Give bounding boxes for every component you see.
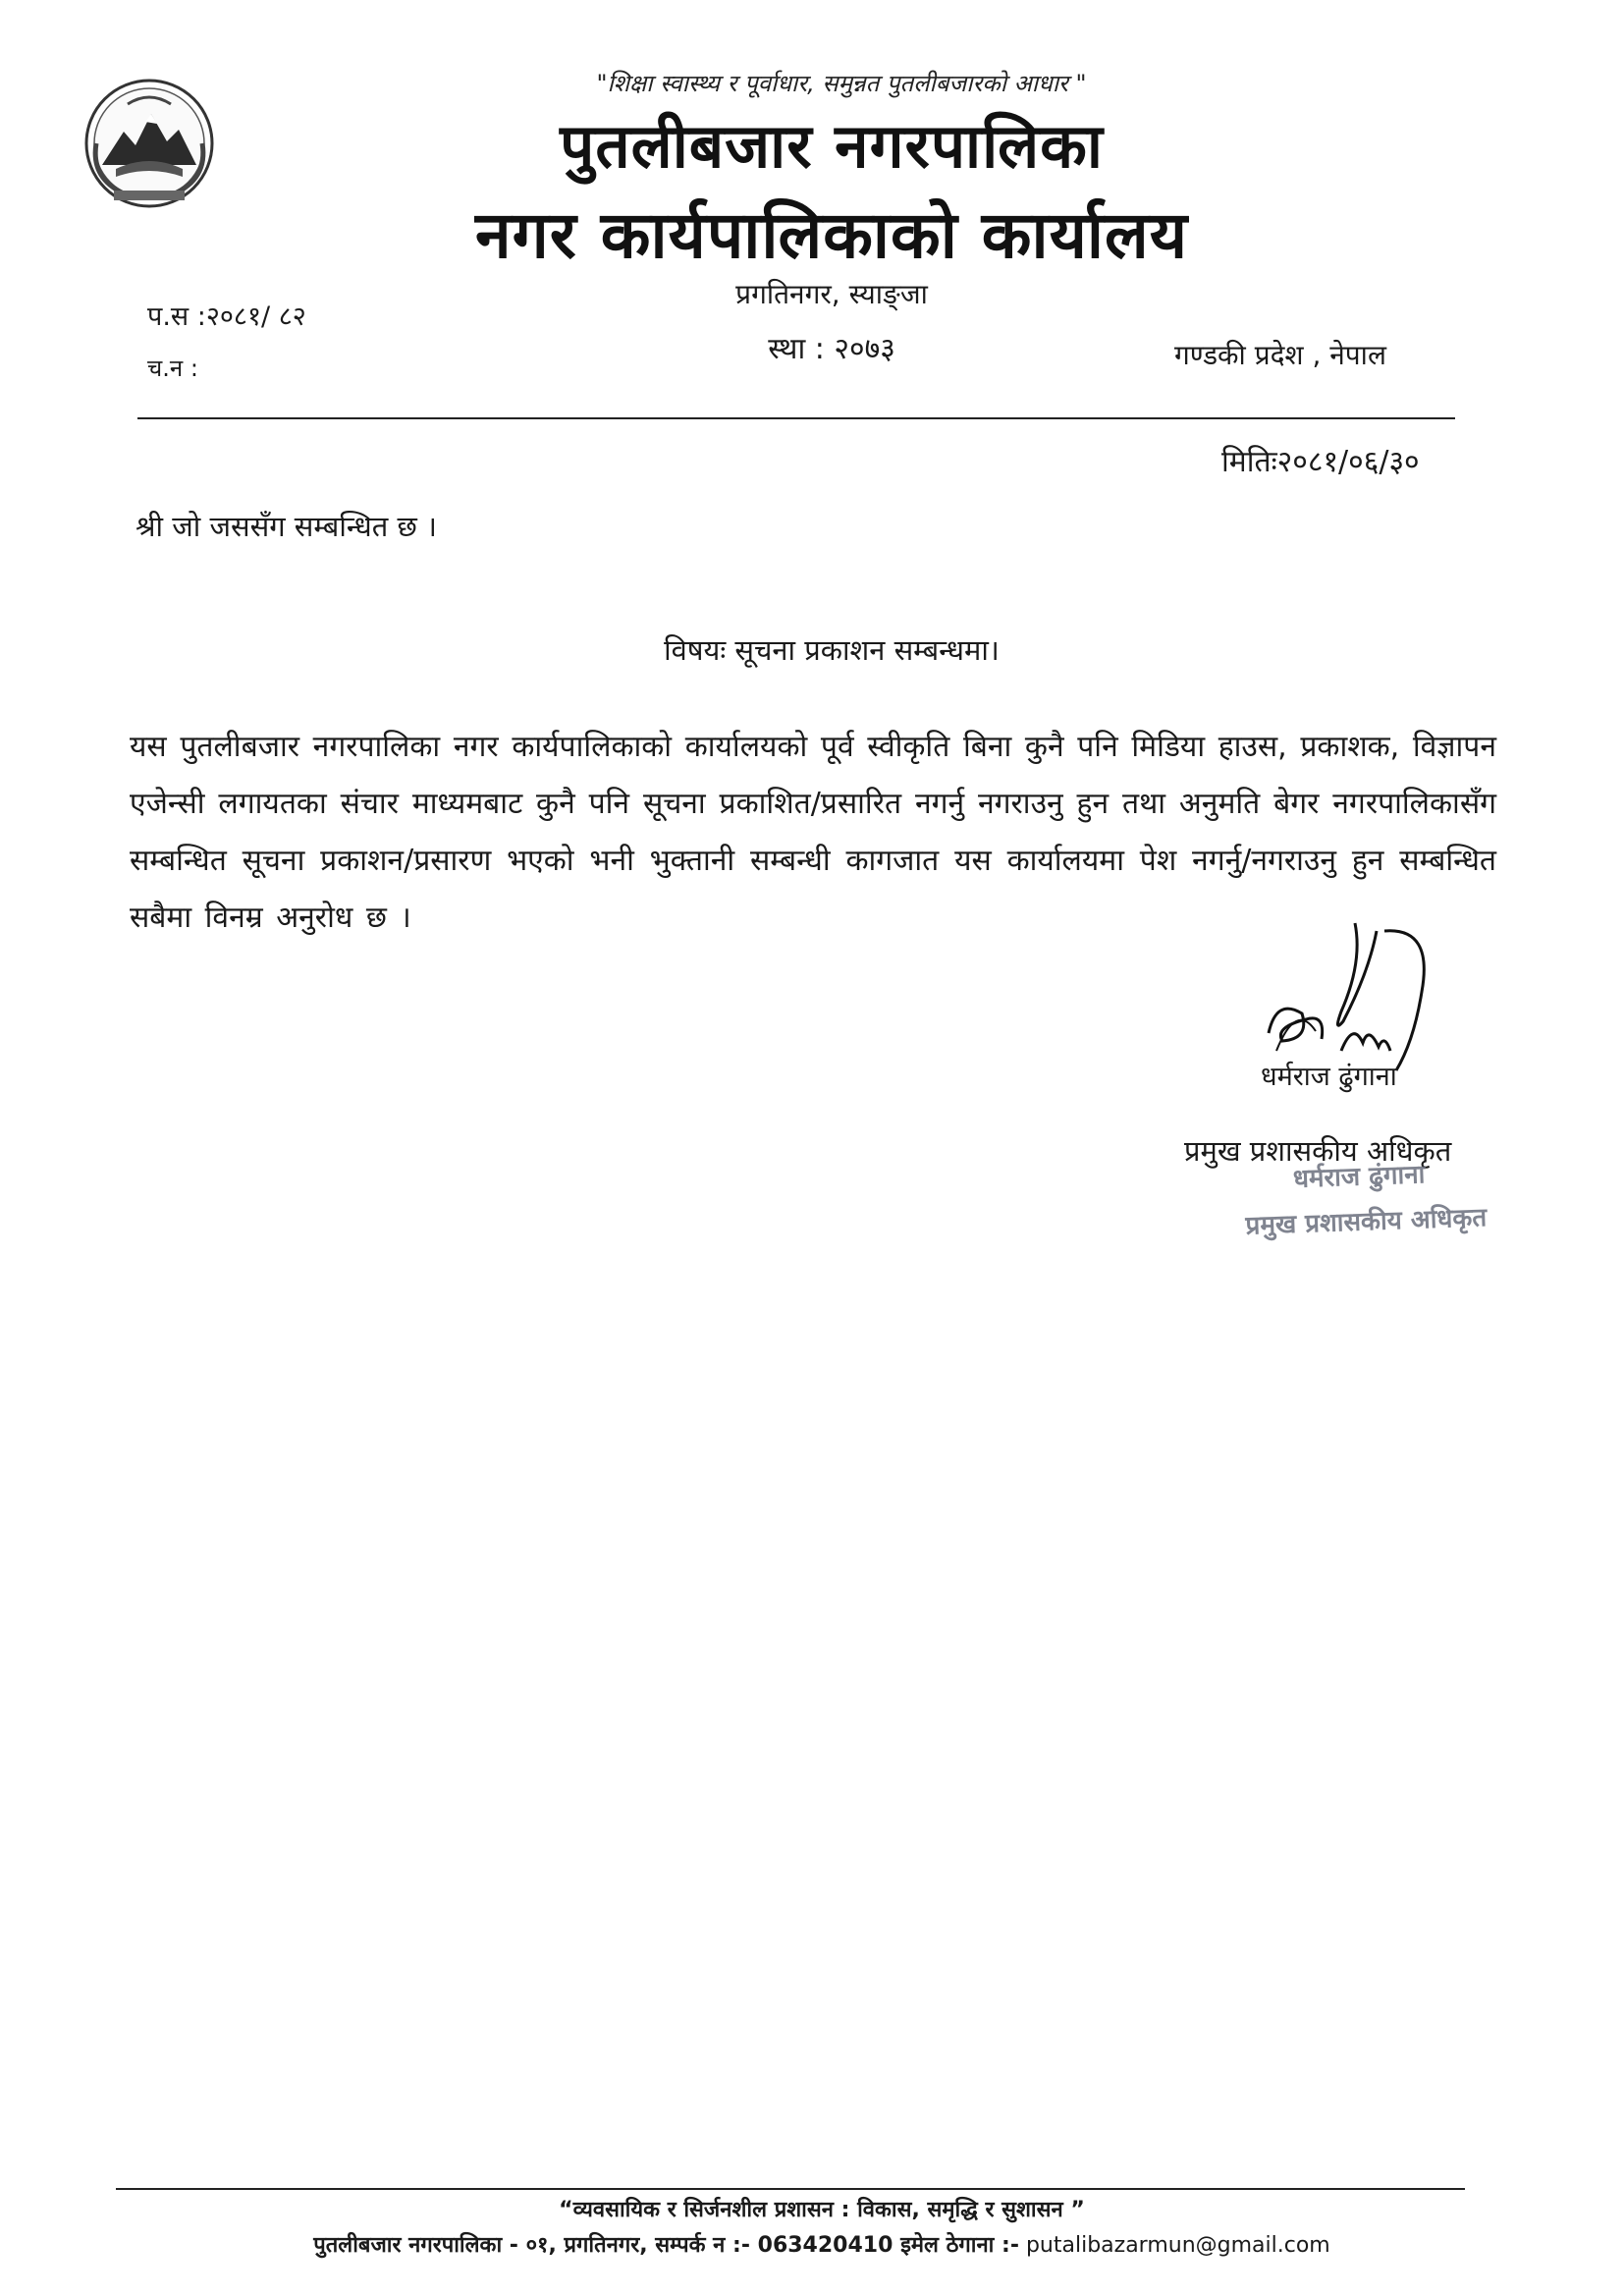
footer-divider [116,2188,1465,2190]
footer-email: putalibazarmun@gmail.com [1025,2233,1330,2258]
stamp-designation: प्रमुख प्रशासकीय अधिकृत [1245,1203,1488,1241]
dispatch-number: च.न : [147,355,198,382]
footer-slogan: “व्यवसायिक र सिर्जनशील प्रशासन : विकास, समृद्धि र सुशासन ” [559,2198,1085,2222]
footer-contact [0,2229,1624,2259]
municipality-name: पुतलीबजार नगरपालिका [560,110,1104,182]
letter-recipient: श्री जो जससँग सम्बन्धित छ । [135,510,438,543]
stamp-name: धर्मराज ढुंगाना [1292,1160,1426,1194]
signer-designation: प्रमुख प्रशासकीय अधिकृत [1184,1134,1452,1168]
letter-subject: विषयः सूचना प्रकाशन सम्बन्धमा। [664,633,1000,667]
letter-body: यस पुतलीबजार नगरपालिका नगर कार्यपालिकाको कार्यालयको पूर्व स्वीकृति बिना कुनै पनि मिडिया हाउस, प्रकाशक, विज्ञापन एजेन्सी लगायतका संचार माध्यमबाट कुनै पनि सूचना प्रकाशित/प्रसारित नगर्नु नगराउनु हुन तथा अनुमति बेगर नगरपालिकासँग सम्बन्धित सूचना प्रकाशन/प्रसारण भएको भनी भुक्तानी सम्बन्धी कागजात यस कार्यालयमा पेश नगर्नु/नगराउनु हुन सम्बन्धित सबैमा विनम्र अनुरोध छ । [130,730,1496,935]
province-label: गण्डकी प्रदेश , नेपाल [1174,339,1386,371]
established-year: स्था : २०७३ [768,332,895,366]
official-stamp [1243,1152,1511,1259]
office-name: नगर कार्यपालिकाको कार्यालय [475,197,1188,273]
signer-name: धर्मराज ढुंगाना [1261,1062,1397,1092]
office-address: प्रगतिनगर, स्याङ्जा [735,278,928,310]
reference-number: प.स :२०८१/ ८२ [147,301,306,332]
municipality-motto: "शिक्षा स्वास्थ्य र पूर्वाधार, समुन्नत पुतलीबजारको आधार " [596,70,1087,97]
header-divider [137,417,1455,419]
letter-date: मितिः२०८१/०६/३० [1221,445,1420,479]
footer-contact-text: पुतलीबजार नगरपालिका - ०१, प्रगतिनगर, सम्पर्क न :- 063420410 इमेल ठेगाना :- [313,2233,1019,2258]
